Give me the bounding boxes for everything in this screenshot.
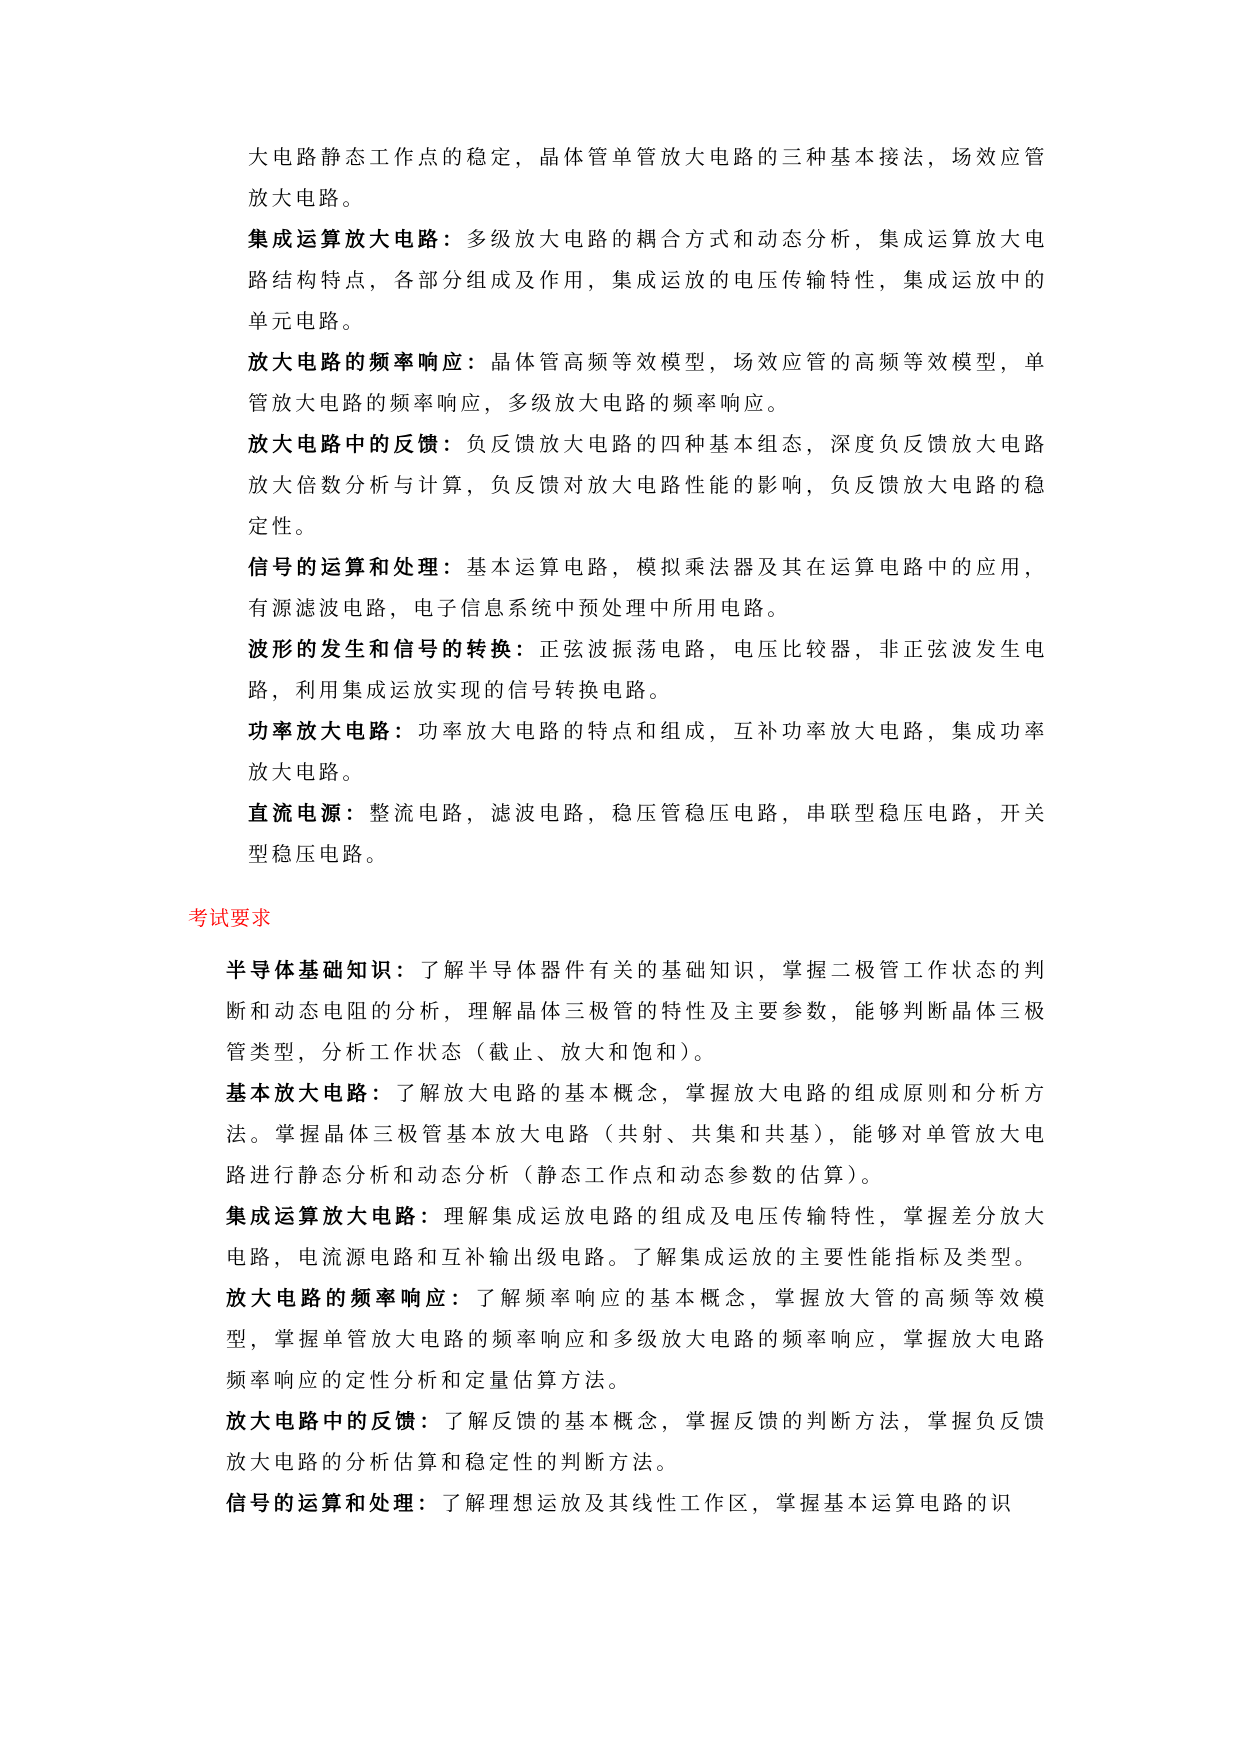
exam-requirements-section: [226, 950, 1048, 1524]
item-text: 了解放大电路的基本概念，掌握放大电路的组成原则和分析方法。掌握晶体三极管基本放大电路（共射、共集和共基），能够对单管放大电路进行静态分析和动态分析（静态工作点和动态参数的估算）。: [226, 1081, 1048, 1187]
item-text: 正弦波振荡电路，电压比较器，非正弦波发生电路，利用集成运放实现的信号转换电路。: [248, 637, 1048, 702]
exam-content-section: [248, 137, 1048, 875]
item-text: 整流电路，滤波电路，稳压管稳压电路，串联型稳压电路，开关型稳压电路。: [248, 801, 1048, 866]
item-text: 了解半导体器件有关的基础知识，掌握二极管工作状态的判断和动态电阻的分析，理解晶体三极管的特性及主要参数，能够判断晶体三极管类型，分析工作状态（截止、放大和饱和）。: [226, 958, 1048, 1064]
content-item-frequency-response: [248, 342, 1048, 424]
item-term: 放大电路中的反馈：: [226, 1409, 444, 1433]
item-term: 波形的发生和信号的转换：: [248, 637, 540, 661]
item-text: 功率放大电路的特点和组成，互补功率放大电路，集成功率放大电路。: [248, 719, 1048, 784]
item-term: 集成运算放大电路：: [248, 227, 467, 251]
requirement-item-frequency-response: [226, 1278, 1048, 1401]
requirement-item-semiconductor: [226, 950, 1048, 1073]
exam-requirements-heading: 考试要求: [188, 906, 272, 930]
requirement-item-feedback: [226, 1401, 1048, 1483]
item-text: 晶体管高频等效模型，场效应管的高频等效模型，单管放大电路的频率响应，多级放大电路的频率响应。: [248, 350, 1048, 415]
item-text: 多级放大电路的耦合方式和动态分析，集成运算放大电路结构特点，各部分组成及作用，集成运放的电压传输特性，集成运放中的单元电路。: [248, 227, 1048, 333]
item-text: 理解集成运放电路的组成及电压传输特性，掌握差分放大电路，电流源电路和互补输出级电路。了解集成运放的主要性能指标及类型。: [226, 1204, 1049, 1269]
requirement-item-ic-op-amp: [226, 1196, 1048, 1278]
item-text: 了解频率响应的基本概念，掌握放大管的高频等效模型，掌握单管放大电路的频率响应和多级放大电路的频率响应，掌握放大电路频率响应的定性分析和定量估算方法。: [226, 1286, 1048, 1392]
item-term: 信号的运算和处理：: [226, 1491, 442, 1515]
requirement-item-signal-processing: [226, 1483, 1048, 1524]
item-term: 直流电源：: [248, 801, 370, 825]
content-item-waveform-generation: [248, 629, 1048, 711]
item-term: 放大电路的频率响应：: [248, 350, 491, 374]
item-text: 负反馈放大电路的四种基本组态，深度负反馈放大电路放大倍数分析与计算，负反馈对放大电路性能的影响，负反馈放大电路的稳定性。: [248, 432, 1048, 538]
item-text: 了解理想运放及其线性工作区，掌握基本运算电路的识: [441, 1491, 1015, 1515]
continuation-paragraph: 大电路静态工作点的稳定，晶体管单管放大电路的三种基本接法，场效应管放大电路。: [248, 145, 1048, 210]
item-term: 功率放大电路：: [248, 719, 418, 743]
requirement-item-basic-amplifier: [226, 1073, 1048, 1196]
content-item-power-amplifier: [248, 711, 1048, 793]
content-item-ic-op-amp: [248, 219, 1048, 342]
item-term: 半导体基础知识：: [226, 958, 420, 982]
item-term: 放大电路的频率响应：: [226, 1286, 476, 1310]
item-term: 放大电路中的反馈：: [248, 432, 467, 456]
item-term: 基本放大电路：: [226, 1081, 396, 1105]
content-item-feedback: [248, 424, 1048, 547]
content-item-signal-processing: [248, 547, 1048, 629]
item-term: 信号的运算和处理：: [248, 555, 467, 579]
item-text: 了解反馈的基本概念，掌握反馈的判断方法，掌握负反馈放大电路的分析估算和稳定性的判断方法。: [226, 1409, 1049, 1474]
item-text: 基本运算电路，模拟乘法器及其在运算电路中的应用，有源滤波电路，电子信息系统中预处理中所用电路。: [248, 555, 1048, 620]
item-term: 集成运算放大电路：: [226, 1204, 444, 1228]
content-item-dc-power: [248, 793, 1048, 875]
